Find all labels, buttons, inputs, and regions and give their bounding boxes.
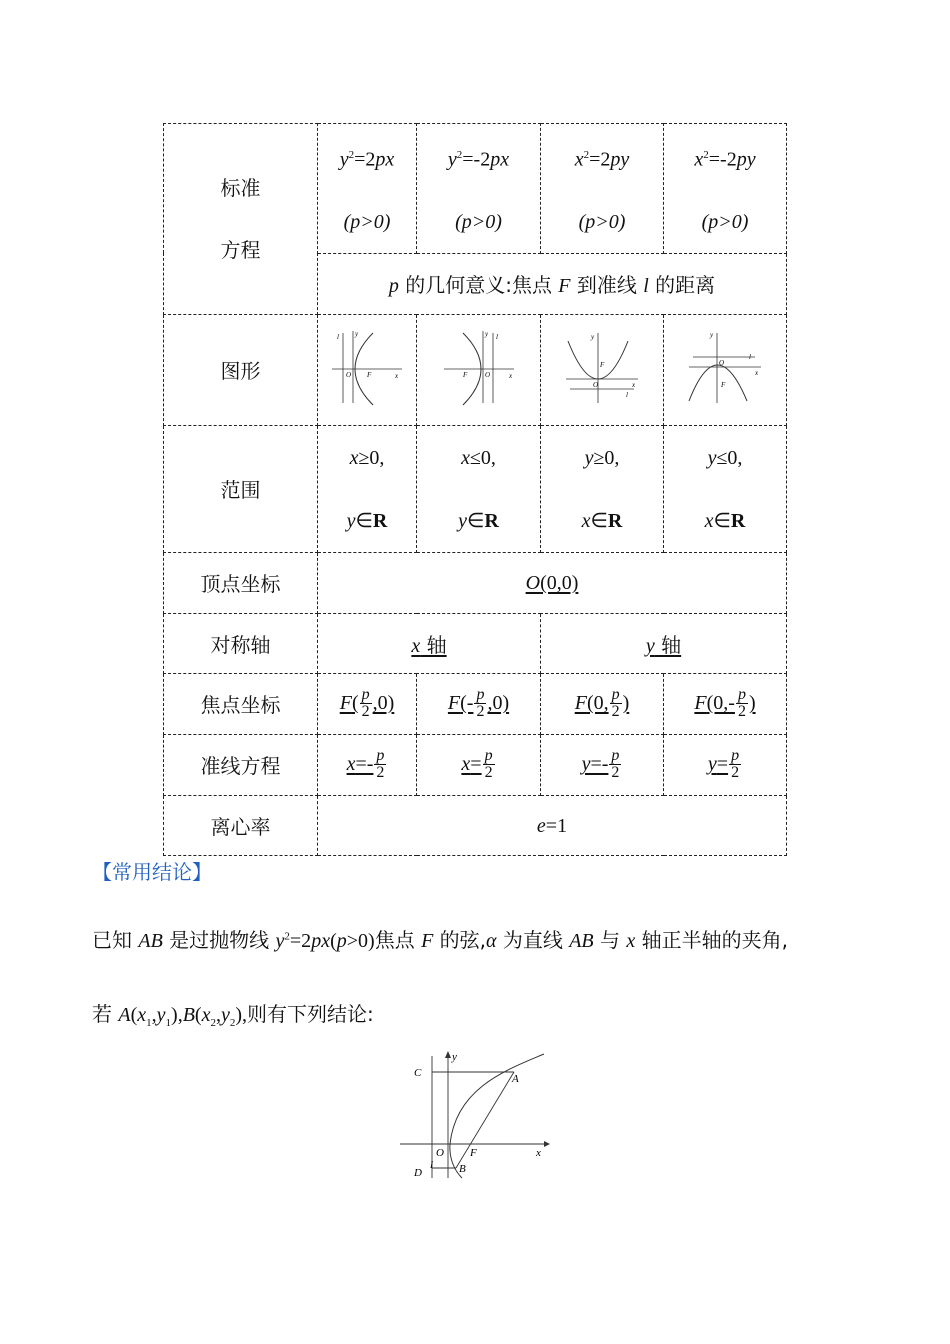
svg-text:l: l xyxy=(337,333,339,342)
svg-text:B: B xyxy=(459,1163,466,1175)
directrix-cell-1: x=- $\frac{p}{2}$ xyxy=(318,734,417,795)
focus-cell-1: F( $\frac{p}{2}$ ,0) xyxy=(318,673,417,734)
focus-cell-3: F(0, $\frac{p}{2}$ ) xyxy=(541,673,664,734)
range-cell-2: x≤0, y∈R xyxy=(417,425,541,552)
range-cell-1: x≥0, y∈R xyxy=(318,425,417,552)
graph-cell-3 xyxy=(541,314,664,425)
directrix-cell-3: y=- $\frac{p}{2}$ xyxy=(541,734,664,795)
svg-text:y: y xyxy=(452,1051,457,1063)
section-heading: 【常用结论】 xyxy=(92,860,212,884)
svg-text:x: x xyxy=(395,372,399,381)
focus-cell-4: F(0,- $\frac{p}{2}$ ) xyxy=(664,673,787,734)
svg-text:F: F xyxy=(600,361,605,370)
row-label-focus: 焦点坐标 xyxy=(164,673,318,734)
svg-text:F: F xyxy=(367,371,372,380)
row-label-directrix: 准线方程 xyxy=(164,734,318,795)
parabola-properties-table xyxy=(163,123,787,856)
axis-cell-x: x 轴 xyxy=(318,613,541,673)
row-label-range: 范围 xyxy=(164,425,318,552)
equation-cell-1: $y^2=2px$ (p>0) xyxy=(318,124,417,254)
paragraph-conditions: 已知 AB 是过抛物线 $y^2=2px(p>0)$焦点 F 的弦,α 为直线 AB 与 x 轴正半轴的夹角, xyxy=(92,928,788,952)
axis-cell-y: y 轴 xyxy=(541,613,787,673)
p-meaning-cell: p 的几何意义:焦点 F 到准线 l 的距离 xyxy=(318,253,787,314)
svg-text:x: x xyxy=(755,369,759,378)
paragraph-points: 若 $A(x_1,y_1),B(x_2,y_2)$,则有下列结论: xyxy=(92,1002,374,1029)
svg-text:x: x xyxy=(632,381,636,390)
row-label-graph: 图形 xyxy=(164,314,318,425)
svg-text:x: x xyxy=(508,372,512,381)
graph-up-opening xyxy=(562,327,642,407)
label-line2: 方程 xyxy=(220,237,261,262)
graph-cell-4 xyxy=(664,314,787,425)
graph-right-opening xyxy=(327,327,407,407)
focal-chord-figure xyxy=(396,1048,556,1183)
svg-text:O: O xyxy=(593,381,599,390)
graph-left-opening xyxy=(439,327,519,407)
range-cell-3: y≥0, x∈R xyxy=(541,425,664,552)
svg-text:O: O xyxy=(346,371,352,380)
svg-text:C: C xyxy=(414,1067,422,1079)
row-label-axis: 对称轴 xyxy=(164,613,318,673)
range-cell-4: y≤0, x∈R xyxy=(664,425,787,552)
vertex-cell: O(0,0) xyxy=(318,552,787,613)
svg-text:l: l xyxy=(749,353,751,362)
eccentricity-cell: e=1 xyxy=(318,795,787,855)
svg-text:y: y xyxy=(591,333,595,342)
svg-text:O: O xyxy=(719,359,725,368)
equation-cell-2: $y^2=-2px$ (p>0) xyxy=(417,124,541,254)
svg-text:l: l xyxy=(495,333,498,342)
equation-cell-3: $x^2=2py$ (p>0) xyxy=(541,124,664,254)
svg-text:y: y xyxy=(355,330,359,339)
svg-text:F: F xyxy=(721,381,726,390)
svg-text:D: D xyxy=(414,1167,422,1179)
equation-cell-4: $x^2=-2py$ (p>0) xyxy=(664,124,787,254)
graph-cell-1 xyxy=(318,314,417,425)
svg-text:y: y xyxy=(710,331,714,340)
row-label-vertex: 顶点坐标 xyxy=(164,552,318,613)
focus-cell-2: F(- $\frac{p}{2}$ ,0) xyxy=(417,673,541,734)
svg-text:O: O xyxy=(484,371,490,380)
directrix-cell-2: x= $\frac{p}{2}$ xyxy=(417,734,541,795)
svg-text:A: A xyxy=(512,1073,519,1085)
label-line1: 标准 xyxy=(220,175,261,200)
svg-text:l: l xyxy=(430,1159,434,1171)
svg-text:F: F xyxy=(470,1147,477,1159)
graph-down-opening xyxy=(685,327,765,407)
svg-text:y: y xyxy=(484,330,488,339)
row-label-eccentricity: 离心率 xyxy=(164,795,318,855)
directrix-cell-4: y= $\frac{p}{2}$ xyxy=(664,734,787,795)
svg-text:l: l xyxy=(626,391,628,400)
svg-text:F: F xyxy=(462,371,467,380)
svg-text:x: x xyxy=(536,1147,541,1159)
svg-text:O: O xyxy=(436,1147,444,1159)
graph-cell-2 xyxy=(417,314,541,425)
row-label-standard-equation xyxy=(164,124,318,315)
